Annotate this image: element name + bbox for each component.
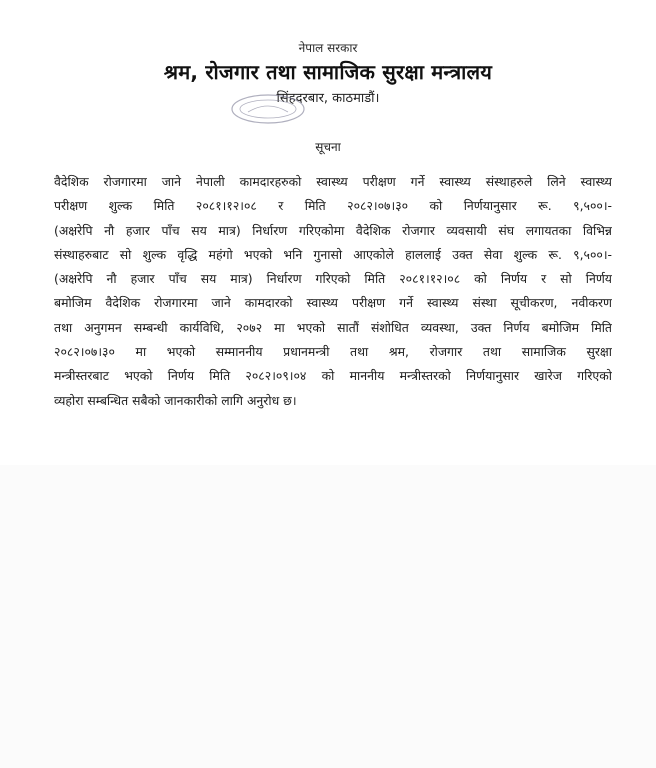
notice-line: मन्त्रीस्तरबाट भएको निर्णय मिति २०८२।०९।०४ को माननीय मन्त्रीस्तरको निर्णयानुसार खारेज गरिएको [54,368,612,384]
ministry-name: श्रम, रोजगार तथा सामाजिक सुरक्षा मन्त्रालय [163,60,493,84]
government-name: नेपाल सरकार [298,41,358,55]
notice-line: तथा अनुगमन सम्बन्धी कार्यविधि, २०७२ मा भएको सातौं संशोधित व्यवस्था, उक्त निर्णय बमोजिम मिति [54,319,612,335]
letterhead [0,40,656,108]
notice-line: २०८२।०७।३० मा भएको सम्माननीय प्रधानमन्त्री तथा श्रम, रोजगार तथा सामाजिक सुरक्षा [54,344,612,360]
notice-line: व्यहोरा सम्बन्धित सबैको जानकारीको लागि अनुरोध छ। [54,392,297,408]
notice-title: सूचना [315,140,341,154]
notice-line: (अक्षरेपि नौ हजार पाँच सय मात्र) निर्धारण गरिएकोमा वैदेशिक रोजगार व्यवसायी संघ लगायतका विभिन्न [54,222,612,238]
blank-area [0,465,656,768]
notice-line: संस्थाहरुबाट सो शुल्क वृद्धि महंगो भएको भनि गुनासो आएकोले हाललाई उक्त सेवा शुल्क रू. ९,५००।- [54,246,612,262]
notice-body [54,170,612,413]
official-stamp-icon [228,92,308,126]
ministry-address: सिंहदरबार, काठमाडौं। [276,91,380,106]
notice-line: बमोजिम वैदेशिक रोजगारमा जाने कामदारको स्वास्थ्य परीक्षण गर्ने स्वास्थ्य संस्था सूचीकरण, नवीकरण [54,295,612,311]
notice-line: (अक्षरेपि नौ हजार पाँच सय मात्र) निर्धारण गरिएको मिति २०८१।१२।०८ को निर्णय र सो निर्णय [54,271,612,287]
notice-line: परीक्षण शुल्क मिति २०८१।१२।०८ र मिति २०८२।०७।३० को निर्णयानुसार रू. ९,५००।- [54,198,612,214]
notice-line: वैदेशिक रोजगारमा जाने नेपाली कामदारहरुको स्वास्थ्य परीक्षण गर्ने स्वास्थ्य संस्थाहरुले लिने स्वास्थ्य [54,174,612,189]
